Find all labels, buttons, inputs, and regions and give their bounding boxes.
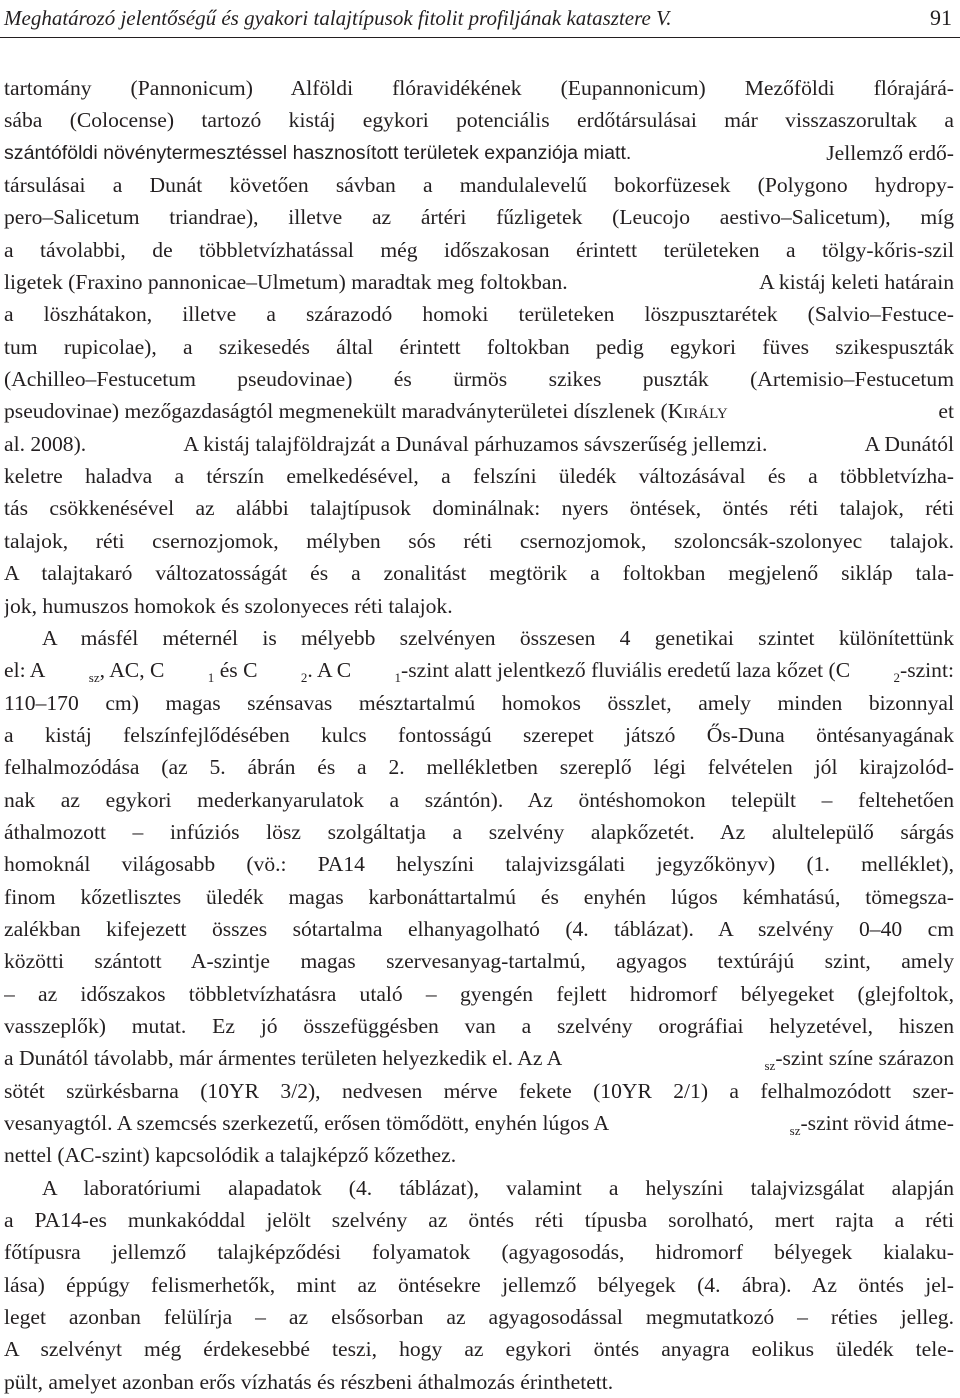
text-line: főtípusra jellemző talajképződési folyamatok (agyagosodás, hidromorf bélyegek kialaku-: [4, 1240, 954, 1265]
text-line: keletre haladva a térszín emelkedésével, a felszíni üledék változásával és a többletvízha-: [4, 464, 954, 489]
text-line: társulásai a Dunát követően sávban a mandulalevelű bokorfüzesek (Polygono hydropy-: [4, 173, 954, 198]
author-name: Király: [667, 399, 728, 424]
running-title: Meghatározó jelentőségű és gyakori talajtípusok fitolit profiljának katasztere V.: [4, 6, 672, 30]
text-line: lása) éppúgy felismerhetők, mint az öntésekre jellemző bélyegek (4. ábra). Az öntés jel-: [4, 1272, 954, 1297]
text-line: vesanyagtól. A szemcsés szerkezetű, erősen tömődött, enyhén lúgos A $_{sz}$-szint rövid átme-: [4, 1111, 954, 1138]
text-line: a távolabbi, de többletvízhatással még időszakosan érintett területeken a tölgy-kőris-szil: [4, 237, 954, 262]
text-line: A talajtakaró változatosságát és a zonalitást megtörik a foltokban megjelenő sikláp tala-: [4, 561, 954, 586]
text-line: pero–Salicetum triandrae), illetve az ártéri fűzligetek (Leucojo aestivo–Salicetum), míg: [4, 205, 954, 230]
text-line: – az időszakos többletvízhatásra utaló – gyengén fejlett hidromorf bélyegeket (glejfoltok,: [4, 981, 954, 1006]
header-rule: [0, 37, 960, 38]
text-line: zalékban kifejezett összes sótartalma elhanyagolható (4. táblázat). A szelvény 0–40 cm: [4, 916, 954, 941]
text-line: jok, humuszos homokok és szolonyeces réti talajok.: [4, 593, 453, 618]
text-line: (Achilleo–Festucetum pseudovinae) és ürmös szikes puszták (Artemisio–Festucetum: [4, 367, 954, 392]
body-text: [4, 72, 954, 1398]
text-line: vasszeplők) mutat. Ez jó összefüggésben van a szelvény orográfiai helyzetével, hiszen: [4, 1013, 954, 1038]
text-line: nettel (AC-szint) kapcsolódik a talajképző kőzethez.: [4, 1143, 457, 1168]
text-line: nak az egykori mederkanyarulatok a szántón). Az öntéshomokon települt – feltehetően: [4, 787, 954, 812]
text-line: finom kőzetlisztes üledék magas karbonáttartalmú és enyhén lúgos kémhatású, tömegsza-: [4, 884, 954, 909]
text-line: tum rupicolae), a szikesedés által érintett foltokban pedig egykori füves szikespuszták: [4, 334, 954, 359]
text-line: homoknál világosabb (vö.: PA14 helyszíni talajvizsgálati jegyzőkönyv) (1. melléklet),: [4, 852, 954, 877]
text-line: pült, amelyet azonban erős vízhatás és részbeni áthalmozás érinthetett.: [4, 1369, 614, 1394]
page-number: 91: [930, 5, 952, 30]
text-line: a PA14-es munkakóddal jelölt szelvény az öntés réti típusba sorolható, mert rajta a réti: [4, 1208, 954, 1233]
text-line: közötti szántott A-szintje magas szervesanyag-tartalmú, agyagos textúrájú szint, amely: [4, 949, 954, 974]
running-header: [4, 2, 956, 34]
text-line: a kistáj felszínfejlődésében kulcs fontosságú szerepet játszó Ős-Duna öntésanyagának: [4, 722, 954, 747]
text-line: áthalmozott – infúziós lösz szolgáltatja a szelvény alapkőzetét. Az alultelepülő sárgás: [4, 819, 954, 844]
text-line: sötét szürkésbarna (10YR 3/2), nedvesen mérve fekete (10YR 2/1) a felhalmozódott szer-: [4, 1078, 954, 1103]
text-line: al. 2008). A kistáj talajföldrajzát a Dunával párhuzamos sávszerűség jellemzi. A Dunától: [4, 431, 954, 456]
text-line: tás csökkenésével az alábbi talajtípusok dominálnak: nyers öntések, öntés réti talajok, réti: [4, 496, 954, 521]
text-line: sába (Colocense) tartozó kistáj egykori potenciális erdőtársulásai már visszaszorultak a: [4, 108, 954, 133]
text-line: el: A $_{sz}$, AC, C $_1$ és C $_2$. A C $_1$-szint alatt jelentkező fluviális eredetű laza kőzet (C $_2$-szint:: [4, 658, 954, 686]
text-line: A szelvényt még érdekesebbé teszi, hogy az egykori öntés anyagra eolikus üledék tele-: [4, 1337, 954, 1362]
text-line: ligetek (Fraxino pannonicae–Ulmetum) maradtak meg foltokban. A kistáj keleti határain: [4, 270, 954, 295]
paragraph-first-line: A másfél méternél is mélyebb szelvényen összesen 4 genetikai szintet különítettünk: [42, 625, 954, 650]
paragraph-first-line: A laboratóriumi alapadatok (4. táblázat), valamint a helyszíni talajvizsgálat alapján: [42, 1175, 954, 1200]
text-line: tartomány (Pannonicum) Alföldi flóravidékének (Eupannonicum) Mezőföldi flórajárá-: [4, 76, 954, 100]
text-line: 110–170 cm) magas szénsavas mésztartalmú homokos összlet, amely minden bizonnyal: [4, 690, 954, 715]
text-line: pseudovinae) mezőgazdaságtól megmenekült maradványterületei díszlenek (Király et: [4, 399, 954, 424]
text-line: szántóföldi növénytermesztéssel hasznosított területek expanziója miatt. Jellemző erdő-: [4, 140, 954, 165]
text-line: a Dunától távolabb, már ármentes területen helyezkedik el. Az A $_{sz}$-szint színe szárazon: [4, 1046, 954, 1074]
text-line: leget azonban felülírja – az elsősorban az agyagosodással megmutatkozó – réties jelleg.: [4, 1305, 954, 1330]
text-line: a löszhátakon, illetve a szárazodó homoki területeken löszpusztarétek (Salvio–Festuce-: [4, 302, 954, 327]
text-line: felhalmozódása (az 5. ábrán és a 2. mellékletben szereplő légi felvételen jól kirajzolód-: [4, 755, 954, 780]
text-line: talajok, réti csernozjomok, mélyben sós réti csernozjomok, szoloncsák-szolonyec talajok.: [4, 528, 954, 553]
